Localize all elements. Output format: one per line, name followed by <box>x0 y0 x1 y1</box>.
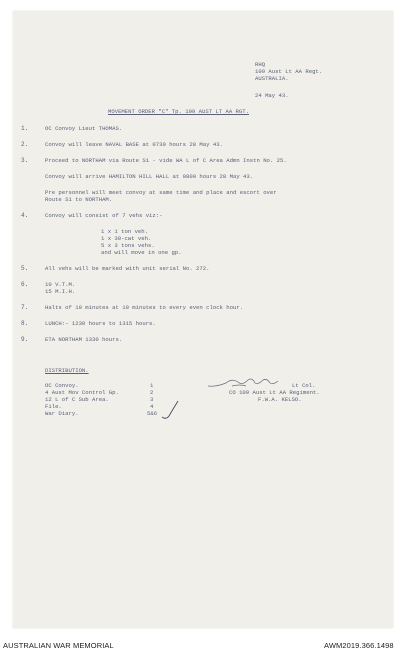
item-text: 5 x 3 tons vehs. <box>101 242 155 249</box>
item-number: 8. <box>21 320 29 327</box>
signature-title: CO 109 Aust Lt AA Regiment. <box>229 389 320 396</box>
item-text: and will move in one gp. <box>101 249 182 256</box>
distribution-copy: 2 <box>150 389 154 396</box>
item-number: 5. <box>21 265 29 272</box>
footer-credit: AUSTRALIAN WAR MEMORIAL <box>3 641 114 650</box>
header-regiment: 109 Aust Lt AA Regt. <box>255 68 323 75</box>
header-unit-hq: RHQ <box>255 61 266 68</box>
item-text: All vehs will be marked with unit serial No. 272. <box>45 265 210 272</box>
document-title: MOVEMENT ORDER "C" Tp. 109 AUST LT AA RGT. <box>108 108 249 115</box>
item-text: ETA NORTHAM 1330 hours. <box>45 336 123 343</box>
header-date: 24 May 43. <box>255 92 289 99</box>
footer-accession-number: AWM2019.366.1498 <box>324 641 394 650</box>
item-text: Halts of 10 minutes at 10 minutes to every even clock hour. <box>45 304 244 311</box>
distribution-label: OC Convoy. <box>45 382 79 389</box>
distribution-label: War Diary. <box>45 410 79 417</box>
item-number: 9. <box>21 336 29 343</box>
item-number: 3. <box>21 157 29 164</box>
item-text: 15 M.I.H. <box>45 288 76 295</box>
item-text: Pre personnel will meet convoy at same time and place and escort over <box>45 189 277 196</box>
header-location: AUSTRALIA. <box>255 75 289 82</box>
signature-name: F.W.A. KELSO. <box>258 396 302 403</box>
item-number: 2. <box>21 141 29 148</box>
check-mark-icon <box>160 400 180 422</box>
item-number: 1. <box>21 125 29 132</box>
item-text: 1 x 30-cwt veh. <box>101 235 152 242</box>
distribution-copy: 3 <box>150 396 154 403</box>
distribution-copy: 4 <box>150 403 154 410</box>
item-text: Proceed to NORTHAM via Route S1 - vide WA L of C Area Admn Instn No. 25. <box>45 157 287 164</box>
signature-rank: Lt Col. <box>292 382 316 389</box>
item-number: 7. <box>21 304 29 311</box>
distribution-copy: 5&6 <box>147 410 158 417</box>
item-text: 1 x 1 ton veh. <box>101 228 148 235</box>
signature-icon <box>206 374 286 390</box>
item-number: 6. <box>21 281 29 288</box>
item-text: 10 V.T.M. <box>45 281 76 288</box>
item-number: 4. <box>21 212 29 219</box>
item-text: Convoy will leave NAVAL BASE at 0730 hours 28 May 43. <box>45 141 223 148</box>
item-text: Route S1 to NORTHAM. <box>45 196 113 203</box>
distribution-heading: DISTRIBUTION. <box>45 367 89 374</box>
distribution-label: 12 L of C Sub Area. <box>45 396 109 403</box>
distribution-label: File. <box>45 403 62 410</box>
item-text: Convoy will arrive HAMILTON HILL HALL at 0800 hours 28 May 43. <box>45 173 254 180</box>
distribution-label: 4 Aust Mov Control Gp. <box>45 389 119 396</box>
item-text: LUNCH:- 1230 hours to 1315 hours. <box>45 320 156 327</box>
item-text: Convoy will consist of 7 vehs viz:- <box>45 212 163 219</box>
distribution-copy: 1 <box>150 382 154 389</box>
item-text: OC Convoy Lieut THOMAS. <box>45 125 123 132</box>
